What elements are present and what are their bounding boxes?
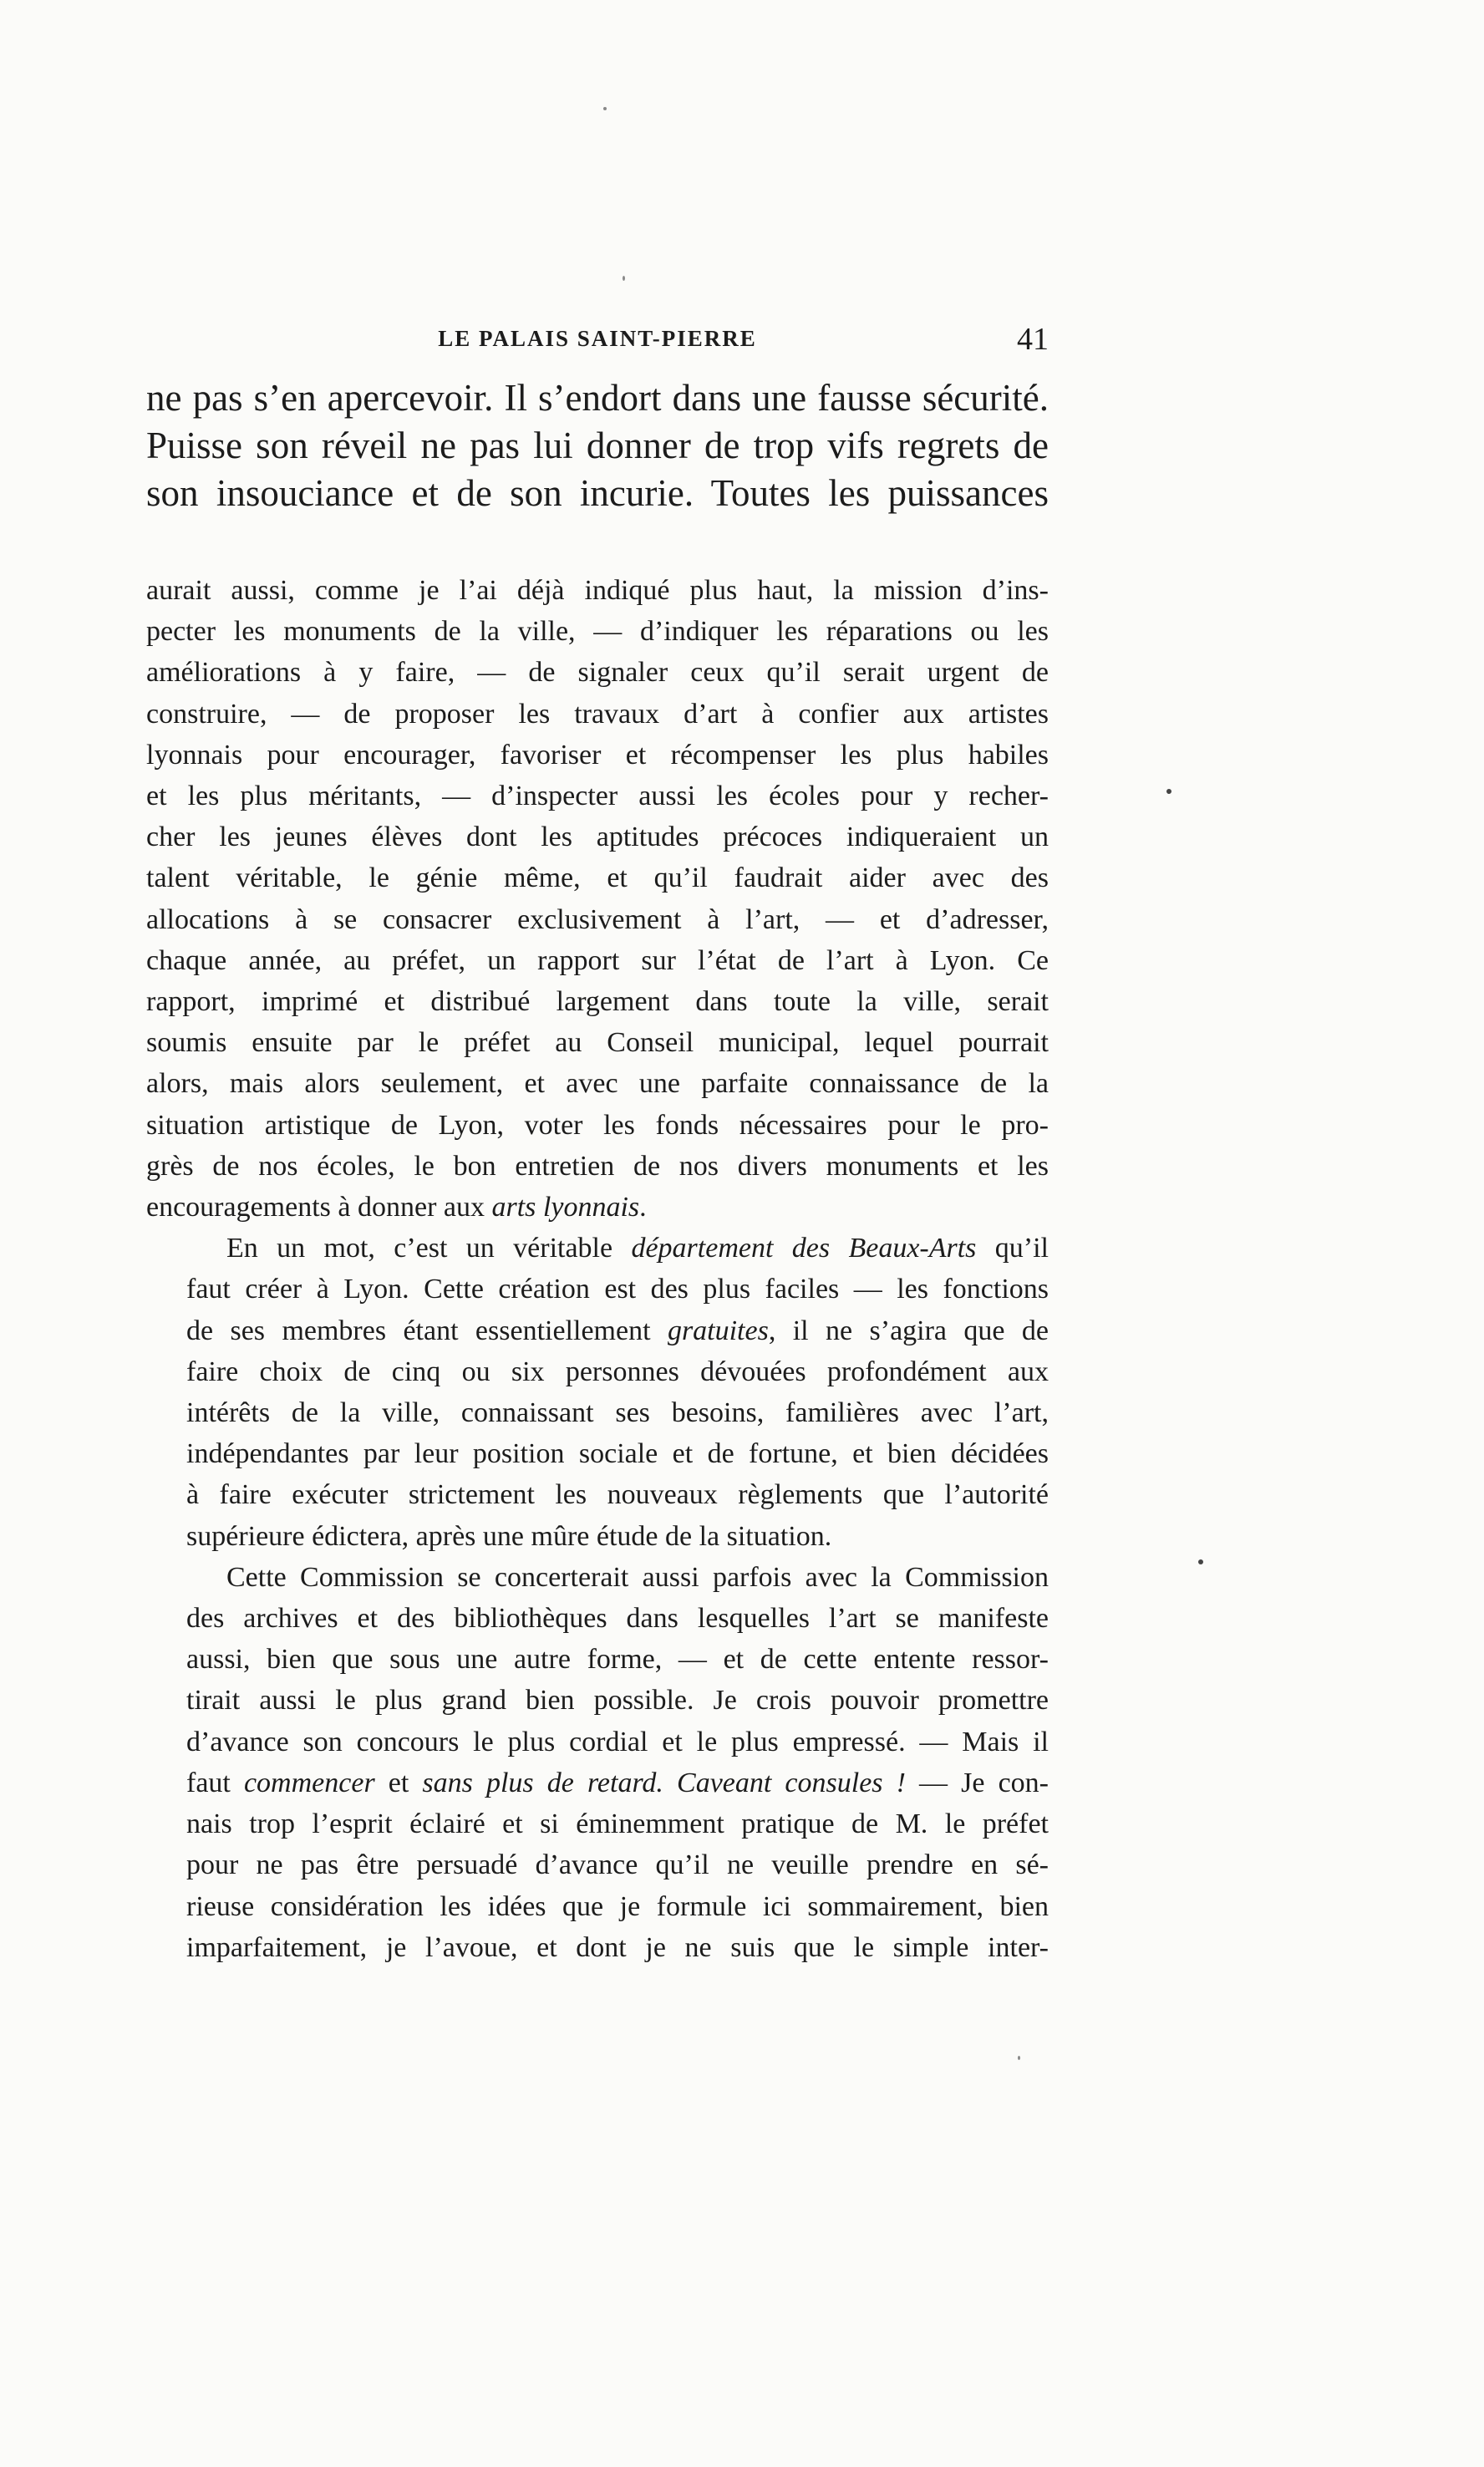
footnote-line: tirait aussi le plus grand bien possible. Je crois pouvoir promettre [186,1685,1049,1717]
footnote-line [146,1763,1049,1803]
footnote-line: Cette Commission se concerterait aussi parfois avec la Commission [226,1561,1049,1593]
running-title: LE PALAIS SAINT-PIERRE [438,326,757,351]
page-number: 41 [1017,322,1049,357]
footnote-line: des archives et des bibliothèques dans lesquelles l’art se manifeste [186,1603,1049,1635]
footnote-line: talent véritable, le génie même, et qu’il faudrait aider avec des [146,862,1049,894]
footnote-line: intérêts de la ville, connaissant ses besoins, familières avec l’art, [186,1397,1049,1429]
main-text-line: ne pas s’en apercevoir. Il s’endort dans une fausse sécurité. [146,377,1049,419]
footnote-line: aurait aussi, comme je l’ai déjà indiqué plus haut, la mission d’ins- [146,575,1049,606]
footnote-paragraph-3 [146,1557,1049,1968]
footnote-line: situation artistique de Lyon, voter les fonds nécessaires pour le pro- [146,1109,1049,1141]
footnote-line: construire, — de proposer les travaux d’art à confier aux artistes [146,698,1049,730]
footnote-line: d’avance son concours le plus cordial et le plus empressé. — Mais il [186,1726,1049,1757]
footnote-line: nais trop l’esprit éclairé et si éminemment pratique de M. le préfet [186,1808,1049,1840]
footnote-line: faire choix de cinq ou six personnes dévouées profondément aux [186,1356,1049,1387]
footnote [146,570,1049,1968]
footnote-line [146,1187,1049,1228]
footnote-line: cher les jeunes élèves dont les aptitudes précoces indiqueraient un [146,821,1049,853]
scan-speck [1018,2056,1020,2060]
footnote-line: allocations à se consacrer exclusivement à l’art, — et d’adresser, [146,903,1049,935]
text-run: faut [186,1767,244,1798]
footnote-line: améliorations à y faire, — de signaler ceux qu’il serait urgent de [146,657,1049,689]
text-run: , il ne s’agira que de [768,1315,1049,1346]
footnote-line: chaque année, au préfet, un rapport sur l’état de l’art à Lyon. Ce [146,944,1049,976]
text-run: encouragements à donner aux [146,1192,492,1223]
main-text-line: son insouciance et de son incurie. Toutes les puissances [146,472,1049,514]
italic-text: commencer [243,1767,375,1798]
text-run: — Je con- [905,1767,1049,1798]
text-run: de ses membres étant essentiellement [186,1315,668,1346]
footnote-line: aussi, bien que sous une autre forme, — et de cette entente ressor- [186,1644,1049,1676]
footnote-line: grès de nos écoles, le bon entretien de nos divers monuments et les [146,1150,1049,1182]
scan-speck [603,107,607,110]
footnote-line [146,1310,1049,1351]
footnote-line: imparfaitement, je l’avoue, et dont je ne suis que le simple inter- [186,1931,1049,1963]
footnote-line [146,1228,1049,1269]
footnote-line: rieuse considération les idées que je formule ici sommairement, bien [186,1890,1049,1922]
text-run: qu’il [976,1233,1049,1264]
footnote-line: indépendantes par leur position sociale et de fortune, et bien décidées [186,1438,1049,1470]
text-run: et [374,1767,423,1798]
running-head [146,321,1049,363]
text-run: . [639,1192,647,1223]
footnote-line: lyonnais pour encourager, favoriser et récompenser les plus habiles [146,739,1049,771]
text-run: En un mot, c’est un véritable [226,1233,632,1264]
footnote-line: pour ne pas être persuadé d’avance qu’il ne veuille prendre en sé- [186,1849,1049,1881]
footnote-line: supérieure édictera, après une mûre étude de la situation. [186,1520,832,1552]
italic-text: département des Beaux-Arts [631,1233,977,1264]
footnote-paragraph-2 [146,1228,1049,1557]
main-text-line: Puisse son réveil ne pas lui donner de trop vifs regrets de [146,425,1049,466]
footnote-line: alors, mais alors seulement, et avec une parfaite connaissance de la [146,1068,1049,1100]
footnote-line: faut créer à Lyon. Cette création est des plus faciles — les fonctions [186,1274,1049,1305]
footnote-line: à faire exécuter strictement les nouveaux règlements que l’autorité [186,1479,1049,1511]
footnote-line: soumis ensuite par le préfet au Conseil municipal, lequel pourrait [146,1027,1049,1059]
footnote-paragraph-1 [146,570,1049,1228]
scan-speck [1198,1559,1203,1564]
italic-text: sans plus de retard. Caveant consules ! [422,1767,906,1798]
main-text [146,374,1049,517]
scan-speck [1166,789,1171,794]
italic-text: arts lyonnais [491,1192,640,1223]
scan-speck [623,276,625,281]
footnote-line: pecter les monuments de la ville, — d’indiquer les réparations ou les [146,616,1049,648]
italic-text: gratuites [667,1315,769,1346]
footnote-line: et les plus méritants, — d’inspecter aussi les écoles pour y recher- [146,781,1049,812]
footnote-line: rapport, imprimé et distribué largement dans toute la ville, serait [146,986,1049,1018]
